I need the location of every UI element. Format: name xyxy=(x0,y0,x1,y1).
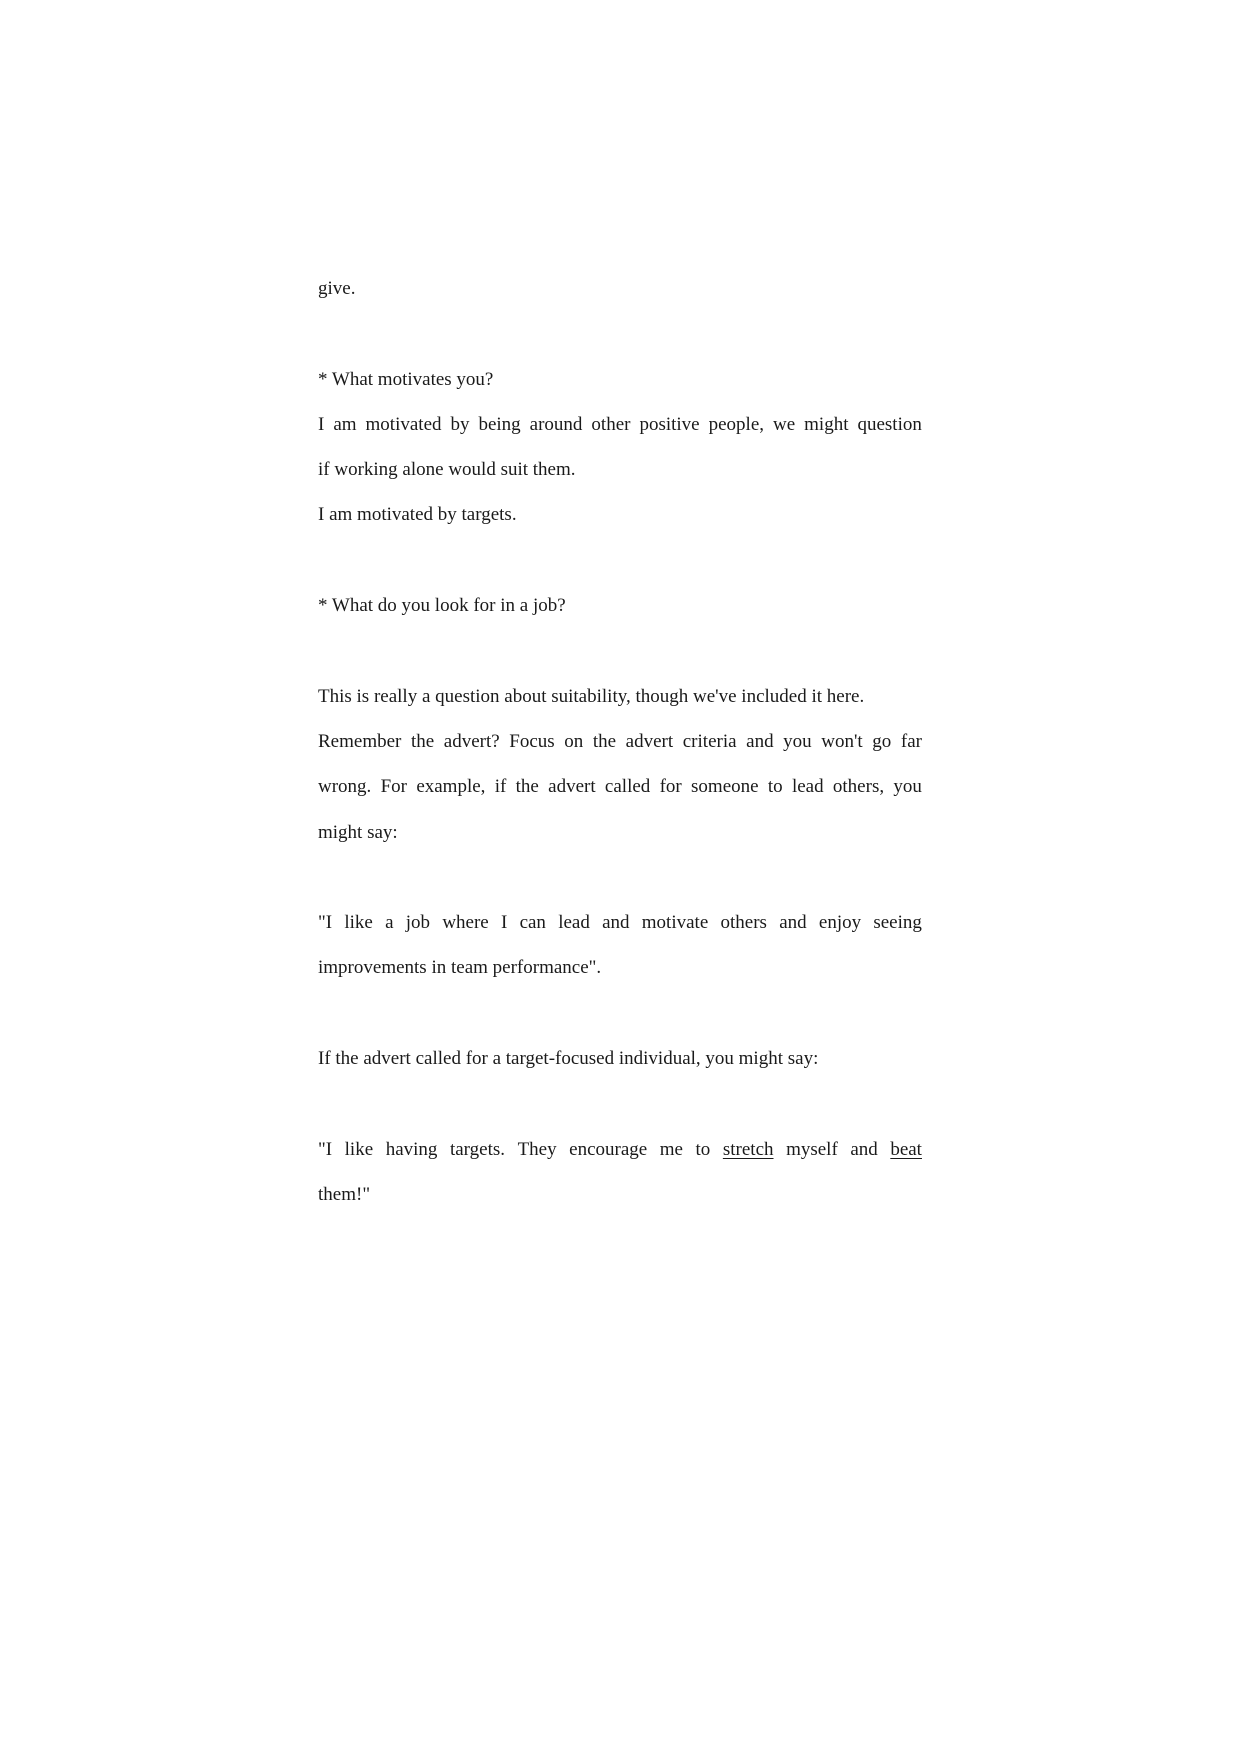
word: on xyxy=(564,730,584,752)
word: and xyxy=(602,912,630,934)
paragraph-line: If the advert called for a target-focused individual, you might say: xyxy=(318,1048,819,1070)
word: to xyxy=(695,1138,711,1160)
paragraph-line: might say: xyxy=(318,821,398,843)
word: I xyxy=(500,912,508,934)
word: other xyxy=(591,413,631,435)
answer-line: I am motivated by targets. xyxy=(318,504,517,526)
word: advert xyxy=(625,730,674,752)
word: me xyxy=(659,1138,683,1160)
word: can xyxy=(519,912,546,934)
word: you xyxy=(783,730,812,752)
word: others xyxy=(720,912,767,934)
word: the xyxy=(410,730,435,752)
word: question xyxy=(857,413,922,435)
word: am xyxy=(333,413,357,435)
quote-line: improvements in team performance". xyxy=(318,957,602,979)
word: Remember xyxy=(318,730,402,752)
word: encourage xyxy=(569,1138,648,1160)
word: Focus xyxy=(509,730,555,752)
word: I xyxy=(318,413,325,435)
spacer xyxy=(318,991,922,1036)
word: lead xyxy=(791,776,824,798)
word: seeing xyxy=(873,912,922,934)
word: by xyxy=(450,413,470,435)
word: the xyxy=(592,730,617,752)
quote-line xyxy=(318,1127,922,1172)
word: like xyxy=(344,1138,374,1160)
spacer xyxy=(318,538,922,583)
word: advert xyxy=(548,776,596,798)
word: positive xyxy=(639,413,700,435)
word: called xyxy=(604,776,651,798)
word: far xyxy=(900,730,922,752)
word: might xyxy=(804,413,849,435)
underlined-word: beat xyxy=(890,1138,922,1160)
word: like xyxy=(344,912,373,934)
word: job xyxy=(405,912,431,934)
word: others, xyxy=(832,776,885,798)
word: enjoy xyxy=(818,912,862,934)
word: if xyxy=(494,776,507,798)
word: targets. xyxy=(449,1138,506,1160)
word: having xyxy=(385,1138,438,1160)
paragraph-line: This is really a question about suitability, though we've included it here. xyxy=(318,685,865,707)
word: They xyxy=(517,1138,557,1160)
quote-line xyxy=(318,900,922,945)
spacer xyxy=(318,1081,922,1126)
word: people, xyxy=(708,413,765,435)
word: and xyxy=(850,1138,878,1160)
question-heading-motivation: * What motivates you? xyxy=(318,368,494,390)
continued-text: give. xyxy=(318,278,356,299)
spacer xyxy=(318,855,922,900)
word: "I xyxy=(318,912,333,934)
word: and xyxy=(746,730,774,752)
question-heading-job: * What do you look for in a job? xyxy=(318,595,566,617)
word: being xyxy=(478,413,521,435)
word: the xyxy=(515,776,539,798)
document-page xyxy=(318,266,922,1217)
answer-line: if working alone would suit them. xyxy=(318,459,576,481)
word: motivate xyxy=(641,912,709,934)
word: and xyxy=(779,912,807,934)
word: criteria xyxy=(682,730,737,752)
word: you xyxy=(893,776,922,798)
word: motivated xyxy=(365,413,442,435)
word: lead xyxy=(558,912,590,934)
word: "I xyxy=(318,1138,333,1160)
word: a xyxy=(385,912,394,934)
spacer xyxy=(318,628,922,673)
word: myself xyxy=(786,1138,838,1160)
word: where xyxy=(442,912,489,934)
word: won't xyxy=(821,730,863,752)
word: go xyxy=(872,730,892,752)
word: for xyxy=(659,776,682,798)
spacer xyxy=(318,311,922,356)
answer-line xyxy=(318,402,922,447)
word: we xyxy=(773,413,796,435)
word: example, xyxy=(416,776,486,798)
quote-line: them!" xyxy=(318,1183,371,1205)
word: wrong. xyxy=(318,776,372,798)
paragraph-line xyxy=(318,719,922,764)
word: around xyxy=(529,413,583,435)
word: For xyxy=(380,776,408,798)
word: to xyxy=(767,776,783,798)
word: someone xyxy=(691,776,759,798)
word: advert? xyxy=(443,730,500,752)
paragraph-line xyxy=(318,764,922,809)
underlined-word: stretch xyxy=(722,1138,774,1160)
